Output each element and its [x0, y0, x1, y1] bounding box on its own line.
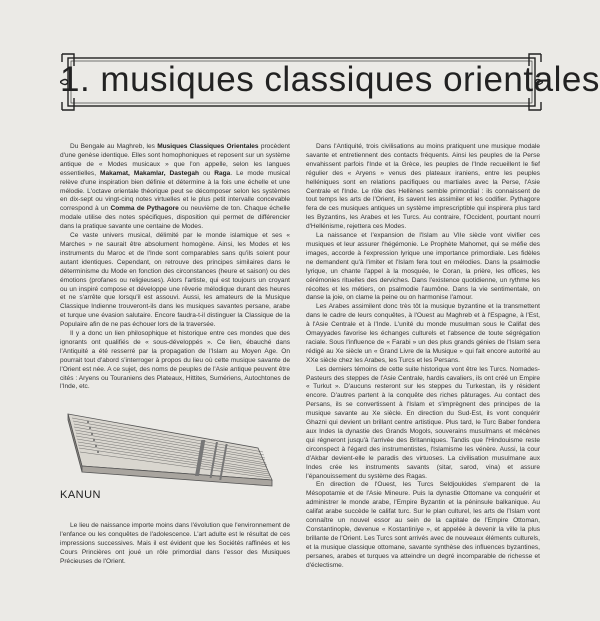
- page-title: 1. musiques classiques orientales: [60, 60, 600, 99]
- image-caption: KANUN: [60, 489, 102, 501]
- kanun-instrument-image: [58, 402, 283, 502]
- paragraph: Dans l'Antiquité, trois civilisations au moins pratiquent une musique modale savante et entretiennent des contacts fréquents. Ainsi les peuples de la Perse envahissent parfois l'Inde et la Grèce, les peuples de l'Inde recueillent le fief régulier des « Aryens » venus des plateaux iraniens, entre les peuples helléniques sont en relations pacifiques ou martiales avec la Perse, l'Asie Centrale et l'Inde. Le rôle des Hellènes semble primordial : ils connaissent de tout temps les arts de l'Orient, ils savent les assimiler et les codifier. Pythagore fera de ces musiques antiques un système imprescriptible qui inspirera plus tard les Byzantins, les Arabes et les Turcs. Au contraire, l'Occident, pourtant nourri d'Hellénisme, rejettera ces Modes.: [306, 143, 540, 231]
- paragraph: La naissance et l'expansion de l'Islam au VIIe siècle vont vivifier ces musiques et leur assurer l'hégémonie. Le Prophète Mahomet, qui se méfie des images, accorde à l'expression lyrique une importance primordiale. Les fidèles ne demandent qu'à l'imiter et l'Islam fera tout en mélodies. Dans la psalmodie lyrique, un chante l'appel à la mosquée, le Coran, la prière, les offices, les cérémonies rituelles des derviches. Dans l'existence quotidienne, un rythme les récoltes et les métiers, on psalmodie l'aumône. Dans la vie sentimentale, on danse la joie, on clame la peine ou on harmonise l'amour.: [306, 232, 540, 302]
- paragraph: Les Arabes assimilent donc très tôt la musique byzantine et la transmettent dans le cadre de leurs conquêtes, à l'Ouest au Maghreb et à l'Espagne, à l'Est, à l'Asie Centrale et à l'Inde. L'unité du monde musulman sous le Califat des Omayyades favorise les échanges culturels et l'absence de toute ségrégation raciale. Sous l'influence de « Farabi » un des plus grands génies de l'Islam sera rédigé au Xe siècle un « Grand Livre de la Musique » qui fait encore autorité au XXe siècle chez les Arabes, les Turcs et les Persans.: [306, 303, 540, 364]
- paragraph: Le lieu de naissance importe moins dans l'évolution que l'environnement de l'enfance ou les conquêtes de l'adolescence. L'art adulte est le résultat de ces impressions successives. Mais il est évident que les Sociétés raffinées et les Cours Princières ont joué un rôle primordial dans l'essor des Musiques Précieuses de l'Orient.: [60, 522, 290, 565]
- paragraph: Il y a donc un lien philosophique et historique entre ces mondes que des ignorants ont qualifiés de « sous-développés ». Ce lien, ébauché dans l'Antiquité a été resserré par la propagation de l'Islam au Moyen Age. On pourrait tout d'abord s'interroger à propos du lieu où cette musique savante de l'Orient est née. A ce sujet, des noms de peuples de l'Asie antique peuvent être cités : Aryens ou Touraniens des Plateaux, Hittites, Sumériens, Autochtones de l'Inde, etc.: [60, 330, 290, 391]
- paragraph: Ce vaste univers musical, délimité par le monde islamique et ses « Marches » ne saurait être absolument homogène. Ainsi, les Modes et les instruments du Maroc et de l'Inde sont comparables sans qu'ils soient pour autant identiques. Cependant, on retrouve des principes similaires dans le déterminisme du Mode en fonction des circonstances (heure et saison) ou des émotions (profanes ou religieuses). Alors l'artiste, qui est toujours un croyant ou un inspiré compose et développe une rêverie mélodique durant des heures et ne s'arrête que lorsqu'il est assouvi. Aussi, les amateurs de la Musique Classique Indienne trouveront-ils dans les musiques savantes persane, arabe et turque une évasion salutaire. Encore faudra-t-il distinguer la Classique de la Populaire afin de ne pas échouer lors de la traversée.: [60, 232, 290, 329]
- paragraph: Les derniers témoins de cette suite historique vont être les Turcs. Nomades-Pasteurs des steppes de l'Asie Centrale, hardis cavaliers, ils ont créé un Empire « Turkut ». D'aucuns resteront sur les steppes du Turkestan, ils y résident encore. D'autres partent à la conquête des riches pâturages. Au contact des Persans, ils se convertissent à l'Islam et s'imprègnent des principes de la musique savante au Xe siècle. En direction du Sud-Est, ils vont conquérir Ghazni qui devient un brillant centre artistique. Plus tard, le Turc Baber fondera aux Indes la dynastie des Grands Mogols, souverains musulmans et mécènes qui régneront jusqu'à l'arrivée des Britanniques. Tandis que l'Hindouisme reste circonspect à l'égard des instrumentistes, l'Islamisme les vénère. Aussi, la cour d'Akbar devient-elle le paradis des virtuoses. La civilisation musulmane aux Indes crée les instruments savants (sitar, sarod, vina) et assure l'épanouissement du système des Ragas.: [306, 365, 540, 480]
- paragraph: Du Bengale au Maghreb, les Musiques Classiques Orientales procèdent d'une genèse identique. Elles sont homophoniques et reposent sur un système antique de « Modes musicaux » que l'on appelle, selon les langues essentielles, Makamat, Makamlar, Dastegah ou Raga. Le mode musical relève d'une inspiration bien définie et détermine à la fois une échelle et une mélodie. L'octave orientale théorique peut se décomposer selon les systèmes en dix-sept ou vingt-cinq notes virtuelles et le plus petit intervalle concevable correspond à un Comma de Pythagore ou neuvième de ton. Chaque échelle modale utilise des notes spécifiques, disposition qui permet de différencier dans la pratique savante une centaine de Modes.: [60, 143, 291, 231]
- right-column: [306, 143, 540, 571]
- left-column: [60, 143, 290, 392]
- left-bottom-text: [60, 522, 290, 567]
- title-frame: [60, 52, 600, 112]
- paragraph: En direction de l'Ouest, les Turcs Seldjoukides s'emparent de la Mésopotamie et de l'Asie Mineure. Puis la dynastie Ottomane va conquérir et administrer le monde arabe, l'Empire Byzantin et la péninsule balkanique. Au califat arabe succède le califat turc. Sur le plan culturel, les arts de l'Islam vont connaître un nouvel essor au sein de la capitale de l'Empire Ottoman, Constantinople, devenue « Kostantiniye », et appelée à devenir la ville la plus brillante de l'Orient. Les Turcs sont arrivés avec de nouveaux éléments culturels, et la musique classique ottomane, savante synthèse des influences byzantines, persanes, arabes et turques va atteindre un degré incomparable de richesse et d'éclectisme.: [306, 481, 540, 569]
